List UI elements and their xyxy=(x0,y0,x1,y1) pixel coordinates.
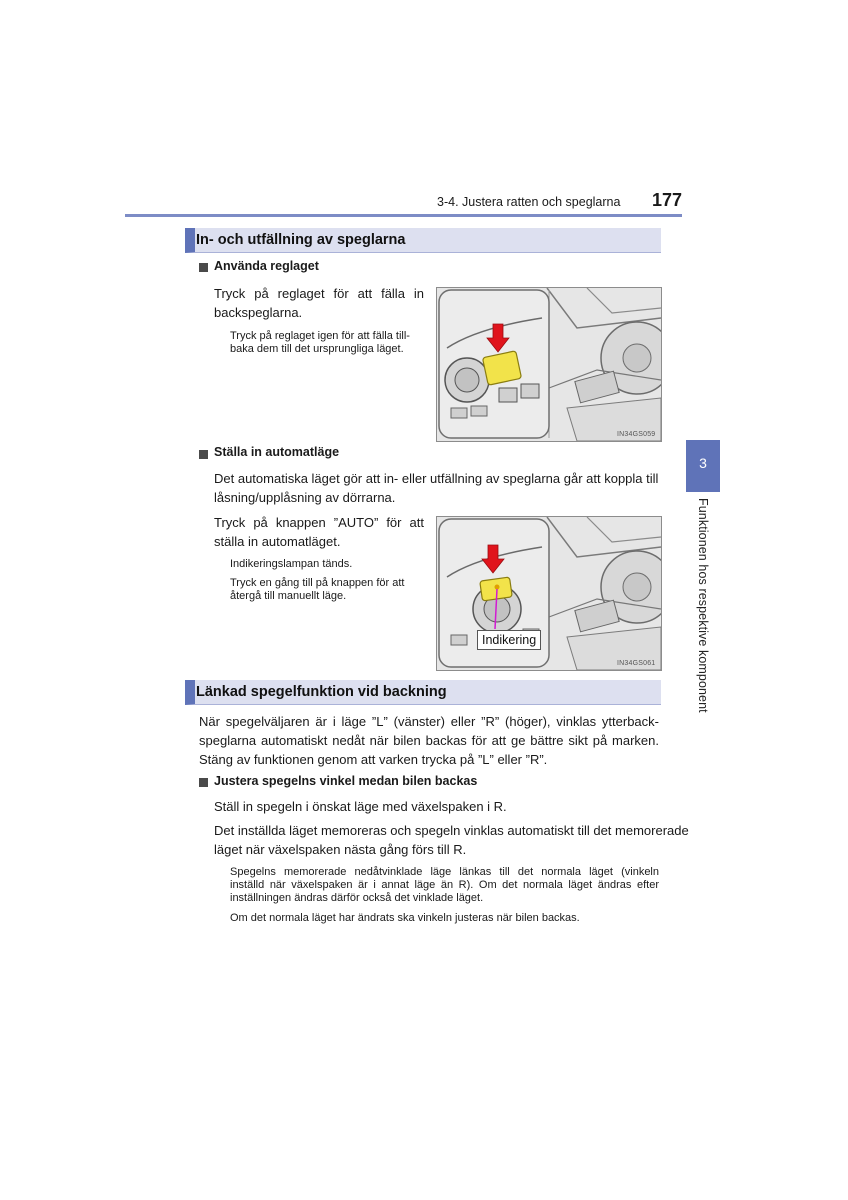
paragraph-line: När spegelväljaren är i läge ”L” (vänster) eller ”R” (höger), vinklas ytterback- xyxy=(199,714,659,729)
text-line: Det inställda läget memoreras och spegeln vinklas automatiskt till det memorerade xyxy=(214,823,689,838)
note-line: återgå till manuellt läge. xyxy=(230,590,347,602)
chapter-tab-label: Funktionen hos respektive komponent xyxy=(696,498,710,713)
figure-fold-switch xyxy=(436,287,662,442)
note-line: Indikeringslampan tänds. xyxy=(230,558,353,570)
note-line: Tryck en gång till på knappen för att xyxy=(230,577,405,589)
figure-code: IN34GS061 xyxy=(617,660,656,667)
page-number: 177 xyxy=(652,190,683,210)
note-line: Om det normala läget har ändrats ska vinkeln justeras när bilen backas. xyxy=(230,912,580,924)
note-line: Spegelns memorerade nedåtvinklade läge länkas till det normala läget (vinkeln xyxy=(230,866,659,878)
bullet-square xyxy=(199,450,208,459)
paragraph-line: speglarna automatiskt nedåt när bilen backas för att ge bättre sikt på marken. xyxy=(199,733,659,748)
chapter-tab-number: 3 xyxy=(699,455,707,471)
header-rule xyxy=(125,214,682,217)
note-line: Tryck på reglaget igen för att fälla till- xyxy=(230,330,410,342)
text-line: låsning/upplåsning av dörrarna. xyxy=(214,490,396,505)
text-line: Ställ in spegeln i önskat läge med växelspaken i R. xyxy=(214,799,507,814)
mirror-switch-illustration xyxy=(437,288,661,441)
running-header-section: 3-4. Justera ratten och speglarna xyxy=(437,195,621,209)
paragraph-line: Stäng av funktionen genom att varken trycka på ”L” eller ”R”. xyxy=(199,752,548,767)
text-line: backspeglarna. xyxy=(214,305,303,320)
text-line: läget när växelspaken nästa gång förs till R. xyxy=(214,842,467,857)
text-line: Tryck på reglaget för att fälla in xyxy=(214,286,424,301)
auto-button-illustration xyxy=(437,517,661,670)
note-line: baka dem till det ursprungliga läget. xyxy=(230,343,404,355)
text-line: Tryck på knappen ”AUTO” för att xyxy=(214,515,424,530)
figure-auto-button xyxy=(436,516,662,671)
bullet-square xyxy=(199,263,208,272)
section-title-folding: In- och utfällning av speglarna xyxy=(196,232,406,248)
note-line: inställningen ändras därför också det vinklade läget. xyxy=(230,892,484,904)
subheading-adjust-angle: Justera spegelns vinkel medan bilen backas xyxy=(214,774,478,788)
section-title-reverse-link: Länkad spegelfunktion vid backning xyxy=(196,684,447,700)
subheading-using-switch: Använda reglaget xyxy=(214,259,319,273)
bullet-square xyxy=(199,778,208,787)
text-line: ställa in automatläget. xyxy=(214,534,341,549)
subheading-auto-mode: Ställa in automatläge xyxy=(214,445,340,459)
note-line: inställd när växelspaken är i annat läge än R). Om det normala läget ändras efter xyxy=(230,879,659,891)
indicator-callout: Indikering xyxy=(477,630,541,650)
figure-code: IN34GS059 xyxy=(617,431,656,438)
text-line: Det automatiska läget gör att in- eller utfällning av speglarna går att koppla till xyxy=(214,471,659,486)
